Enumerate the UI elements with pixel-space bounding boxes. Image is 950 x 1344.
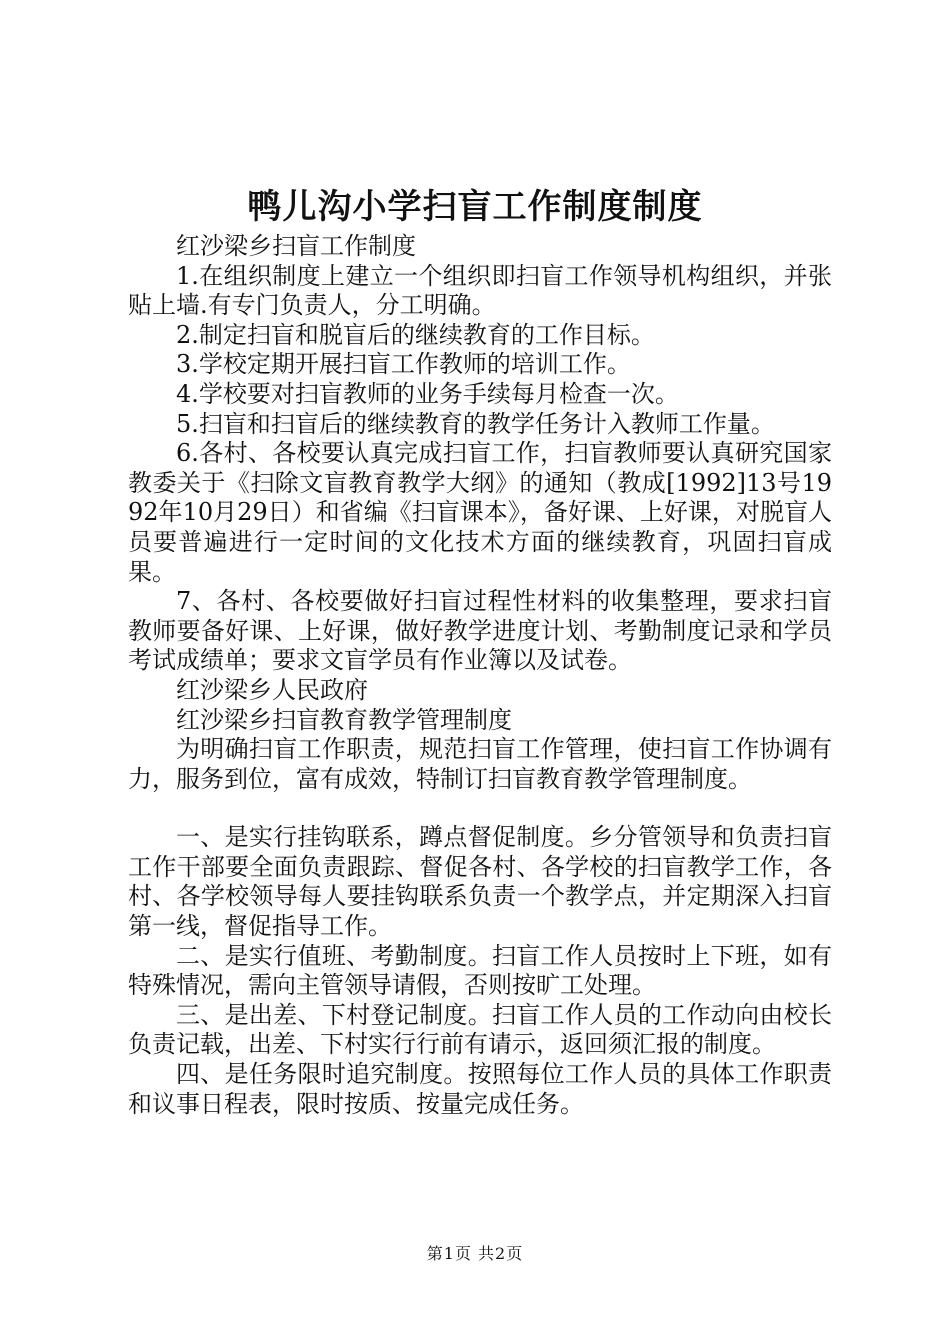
paragraph: 二、是实行值班、考勤制度。扫盲工作人员按时上下班，如有特殊情况，需向主管领导请假，否则按旷工处理。 — [128, 941, 832, 1000]
paragraph: 三、是出差、下村登记制度。扫盲工作人员的工作动向由校长负责记载，出差、下村实行行前有请示，返回须汇报的制度。 — [128, 1000, 832, 1059]
issuer-line: 红沙梁乡人民政府 — [176, 675, 368, 704]
paragraph: 四、是任务限时追究制度。按照每位工作人员的具体工作职责和议事日程表，限时按质、按量完成任务。 — [128, 1060, 832, 1118]
paragraph: 1.在组织制度上建立一个组织即扫盲工作领导机构组织，并张贴上墙.有专门负责人，分工明确。 — [128, 261, 832, 320]
paragraph: 为明确扫盲工作职责，规范扫盲工作管理，使扫盲工作协调有力，服务到位，富有成效，特制订扫盲教育教学管理制度。 — [128, 735, 832, 793]
document-title: 鸭儿沟小学扫盲工作制度制度 — [247, 187, 703, 227]
paragraph: 4.学校要对扫盲教师的业务手续每月检查一次。 — [176, 379, 679, 408]
paragraph-heading: 红沙梁乡扫盲教育教学管理制度 — [176, 705, 512, 734]
paragraph: 5.扫盲和扫盲后的继续教育的教学任务计入教师工作量。 — [176, 409, 775, 438]
paragraph: 7、各村、各校要做好扫盲过程性材料的收集整理，要求扫盲教师要备好课、上好课，做好教学进度计划、考勤制度记录和学员考试成绩单；要求文盲学员有作业簿以及试卷。 — [128, 587, 832, 675]
paragraph-heading: 红沙梁乡扫盲工作制度 — [176, 232, 416, 260]
paragraph: 3.学校定期开展扫盲工作教师的培训工作。 — [176, 350, 631, 379]
paragraph: 6.各村、各校要认真完成扫盲工作，扫盲教师要认真研究国家教委关于《扫除文盲教育教学大纲》的通知（教成[1992]13号1992年10月29日）和省编《扫盲课本》，备好课、上好课，对脱盲人员要普遍进行一定时间的文化技术方面的继续教育，巩固扫盲成果。 — [128, 439, 832, 586]
document-body — [128, 232, 832, 1119]
paragraph: 2.制定扫盲和脱盲后的继续教育的工作目标。 — [176, 320, 655, 349]
page-footer: 第1页 共2页 — [426, 1244, 524, 1263]
paragraph: 一、是实行挂钩联系，蹲点督促制度。乡分管领导和负责扫盲工作干部要全面负责跟踪、督促各村、各学校的扫盲教学工作，各村、各学校领导每人要挂钩联系负责一个教学点，并定期深入扫盲第一线，督促指导工作。 — [128, 823, 832, 941]
